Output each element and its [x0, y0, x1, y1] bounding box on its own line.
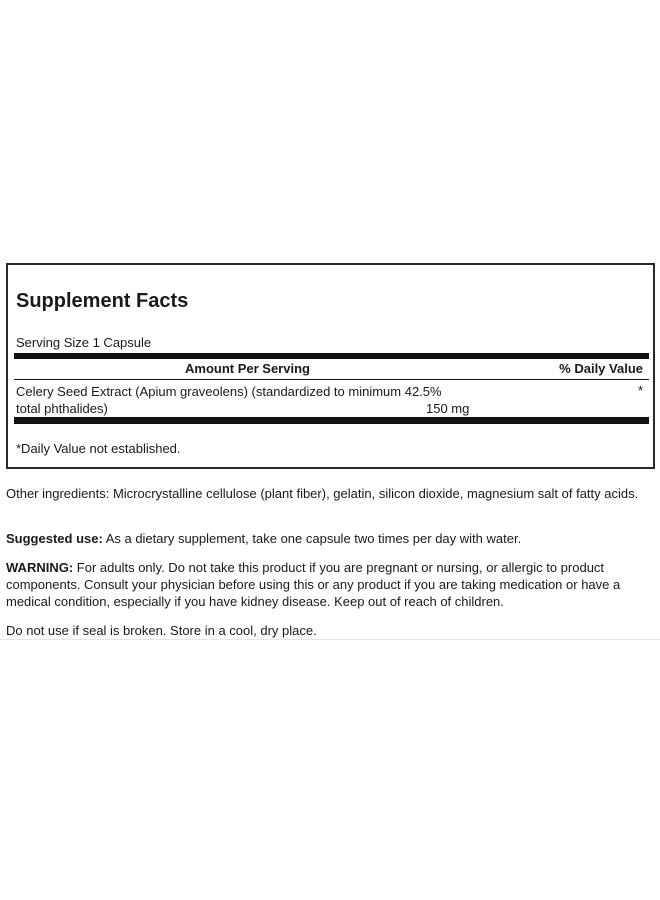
amount-per-serving-header: Amount Per Serving — [185, 361, 310, 376]
storage-instructions: Do not use if seal is broken. Store in a cool, dry place. — [6, 623, 317, 638]
supplement-label — [0, 263, 660, 639]
supplement-facts-panel — [6, 263, 655, 469]
warning — [6, 559, 646, 610]
supplement-facts-title: Supplement Facts — [16, 290, 189, 312]
serving-size: Serving Size 1 Capsule — [16, 335, 152, 350]
suggested-use-text: As a dietary supplement, take one capsule two times per day with water. — [102, 531, 522, 546]
daily-value-header: % Daily Value — [559, 361, 643, 376]
warning-text: For adults only. Do not take this product if you are pregnant or nursing, or allergic to product components. Consult your physician before using this or any product if you are taking medication or have a medical condition, especially if you have kidney disease. Keep out of reach of children. — [6, 560, 621, 609]
daily-value-footnote: *Daily Value not established. — [16, 441, 181, 456]
thick-divider — [14, 353, 649, 359]
thick-divider — [14, 417, 649, 424]
thin-divider — [14, 379, 649, 380]
label-bottom-edge — [0, 639, 660, 640]
suggested-use — [6, 530, 646, 547]
ingredient-name-line-2: total phthalides) — [16, 401, 108, 416]
other-ingredients: Other ingredients: Microcrystalline cellulose (plant fiber), gelatin, silicon dioxide, magnesium salt of fatty acids. — [6, 486, 639, 501]
ingredient-daily-value: * — [637, 383, 643, 398]
suggested-use-label: Suggested use: — [6, 531, 103, 546]
ingredient-name-line-1: Celery Seed Extract (Apium graveolens) (standardized to minimum 42.5% — [16, 384, 442, 399]
ingredient-amount: 150 mg — [426, 401, 470, 416]
warning-label: WARNING: — [6, 560, 74, 575]
